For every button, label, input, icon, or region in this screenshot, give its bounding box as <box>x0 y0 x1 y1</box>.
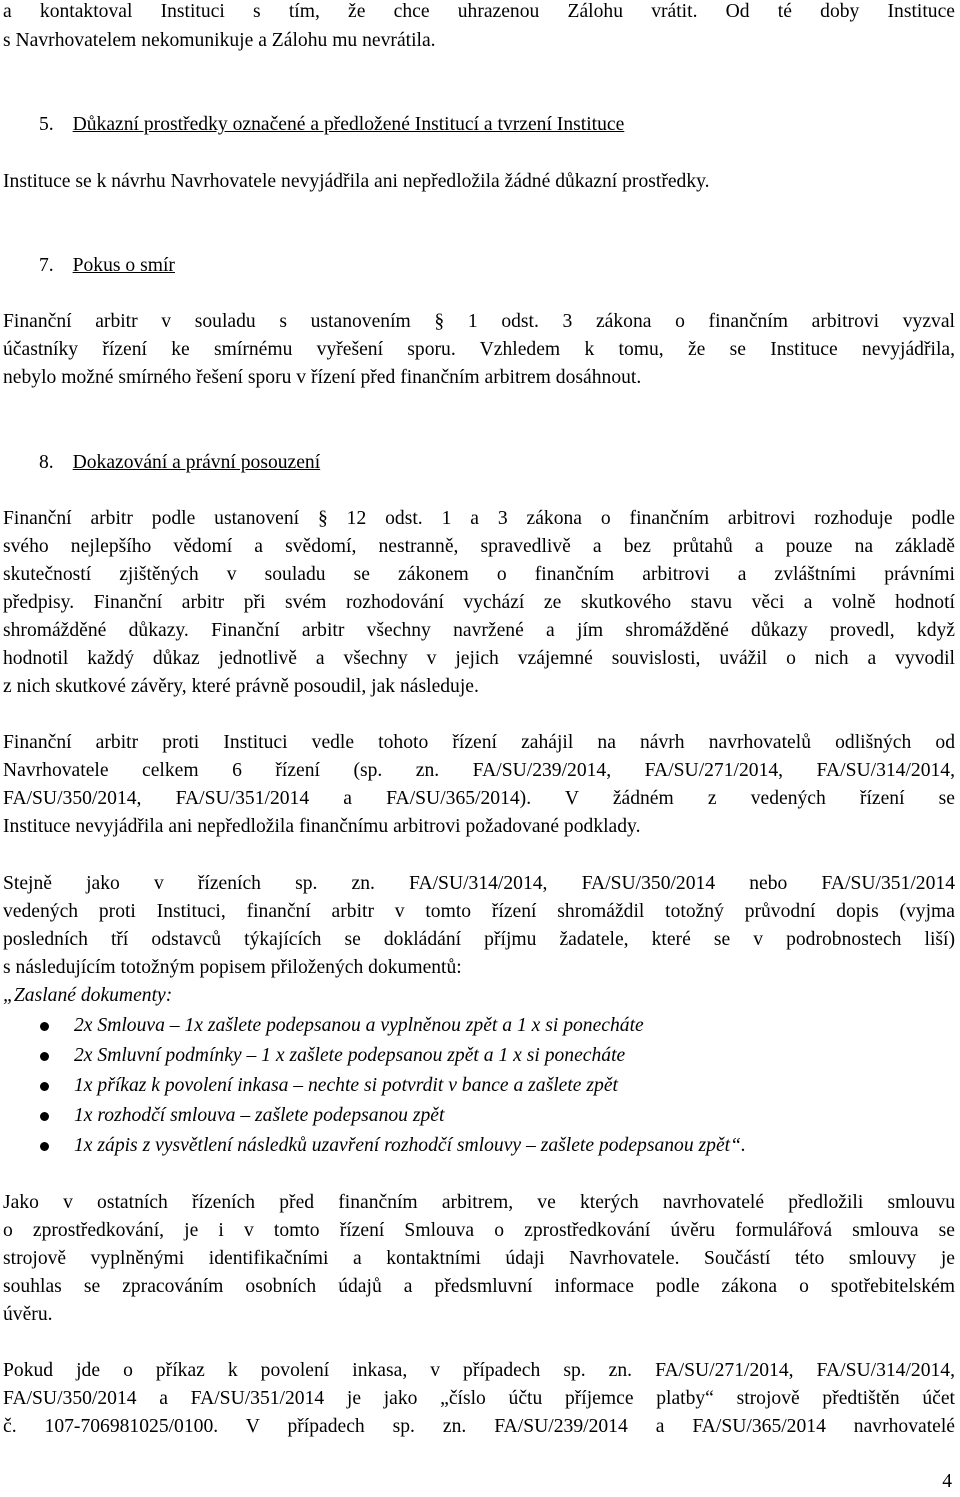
paragraph-line: FA/SU/350/2014 a FA/SU/351/2014 je jako „číslo účtu příjemce platby“ strojově předtištěn účet <box>3 1388 955 1409</box>
paragraph-line: Instituce nevyjádřila ani nepředložila finančnímu arbitrovi požadované podklady. <box>3 816 641 837</box>
paragraph-line: z nich skutkové závěry, které právně posoudil, jak následuje. <box>3 676 479 697</box>
paragraph-line: Navrhovatele celkem 6 řízení (sp. zn. FA/SU/239/2014, FA/SU/271/2014, FA/SU/314/2014, <box>3 760 955 781</box>
paragraph-line: strojově vyplněnými identifikačními a kontaktními údaji Navrhovatele. Součástí této smlouvy je <box>3 1248 955 1269</box>
section-7-line-2: účastníky řízení ke smírnému vyřešení sporu. Vzhledem k tomu, že se Instituce nevyjádřila, <box>3 339 955 360</box>
section-8-title: Dokazování a právní posouzení <box>72 452 321 473</box>
document-list-item: 2x Smluvní podmínky – 1 x zašlete podepsanou zpět a 1 x si ponecháte <box>74 1045 626 1066</box>
paragraph-line: s následujícím totožným popisem přiložených dokumentů: <box>3 957 462 978</box>
paragraph-line: o zprostředkování, je i v tomto řízení Smlouva o zprostředkování úvěru formulářová smlouva se <box>3 1220 955 1241</box>
section-8-number: 8. <box>39 452 54 473</box>
paragraph-line: č. 107-706981025/0100. V případech sp. zn. FA/SU/239/2014 a FA/SU/365/2014 navrhovatelé <box>3 1416 955 1437</box>
document-list-item: 1x zápis z vysvětlení následků uzavření rozhodčí smlouvy – zašlete podepsanou zpět“. <box>74 1135 746 1156</box>
documents-heading: „Zaslané dokumenty: <box>3 985 173 1006</box>
bullet-icon <box>40 1022 49 1031</box>
section-7-heading <box>39 254 960 278</box>
paragraph-line: Finanční arbitr podle ustanovení § 12 odst. 1 a 3 zákona o finančním arbitrovi rozhoduje podle <box>3 508 955 529</box>
paragraph-line: shromážděné důkazy. Finanční arbitr všechny navržené a jím shromážděné důkazy provedl, když <box>3 620 955 641</box>
bullet-icon <box>40 1052 49 1061</box>
section-5-title: Důkazní prostředky označené a předložené Institucí a tvrzení Instituce <box>72 114 625 135</box>
section-8-heading <box>39 451 960 475</box>
intro-line-2: s Navrhovatelem nekomunikuje a Zálohu mu nevrátila. <box>3 30 436 51</box>
paragraph-line: FA/SU/350/2014, FA/SU/351/2014 a FA/SU/365/2014). V žádném z vedených řízení se <box>3 788 955 809</box>
section-5-text: Instituce se k návrhu Navrhovatele nevyjádřila ani nepředložila žádné důkazní prostředky. <box>3 171 710 192</box>
paragraph-line: Stejně jako v řízeních sp. zn. FA/SU/314/2014, FA/SU/350/2014 nebo FA/SU/351/2014 <box>3 873 955 894</box>
bullet-icon <box>40 1142 49 1151</box>
paragraph-line: posledních tří odstavců týkajících se dokládání příjmu žadatele, které se v podrobnostech liší) <box>3 929 955 950</box>
section-7-title: Pokus o smír <box>72 255 175 276</box>
paragraph-line: Jako v ostatních řízeních před finančním arbitrem, ve kterých navrhovatelé předložili smlouvu <box>3 1192 955 1213</box>
paragraph-line: Pokud jde o příkaz k povolení inkasa, v případech sp. zn. FA/SU/271/2014, FA/SU/314/2014, <box>3 1360 955 1381</box>
bullet-icon <box>40 1112 49 1121</box>
bullet-icon <box>40 1082 49 1091</box>
intro-line-1: a kontaktoval Instituci s tím, že chce uhrazenou Zálohu vrátit. Od té doby Instituce <box>3 1 955 22</box>
paragraph-line: hodnotil každý důkaz jednotlivě a všechny v jejich vzájemné souvislosti, uvážil o nich a vyvodil <box>3 648 955 669</box>
paragraph-line: předpisy. Finanční arbitr při svém rozhodování vychází ze skutkového stavu věci a volně hodnotí <box>3 592 955 613</box>
section-7-line-3: nebylo možné smírného řešení sporu v řízení před finančním arbitrem dosáhnout. <box>3 367 642 388</box>
document-list-item: 2x Smlouva – 1x zašlete podepsanou a vyplněnou zpět a 1 x si ponecháte <box>74 1015 644 1036</box>
paragraph-line: úvěru. <box>3 1304 53 1325</box>
section-7-line-1: Finanční arbitr v souladu s ustanovením § 1 odst. 3 zákona o finančním arbitrovi vyzval <box>3 311 955 332</box>
section-5-number: 5. <box>39 114 54 135</box>
paragraph-line: Finanční arbitr proti Instituci vedle tohoto řízení zahájil na návrh navrhovatelů odlišných od <box>3 732 955 753</box>
page-number: 4 <box>942 1471 952 1492</box>
document-list-item: 1x rozhodčí smlouva – zašlete podepsanou zpět <box>74 1105 445 1126</box>
paragraph-line: souhlas se zpracováním osobních údajů a předsmluvní informace podle zákona o spotřebitelském <box>3 1276 955 1297</box>
paragraph-line: skutečností zjištěných v souladu se zákonem o finančním arbitrovi a zvláštními právními <box>3 564 955 585</box>
section-7-number: 7. <box>39 255 54 276</box>
paragraph-line: svého nejlepšího vědomí a svědomí, nestranně, spravedlivě a bez průtahů a pouze na základě <box>3 536 955 557</box>
document-list-item: 1x příkaz k povolení inkasa – nechte si potvrdit v bance a zašlete zpět <box>74 1075 618 1096</box>
paragraph-line: vedených proti Instituci, finanční arbitr v tomto řízení shromáždil totožný průvodní dopis (vyjma <box>3 901 955 922</box>
section-5-heading <box>39 113 960 137</box>
